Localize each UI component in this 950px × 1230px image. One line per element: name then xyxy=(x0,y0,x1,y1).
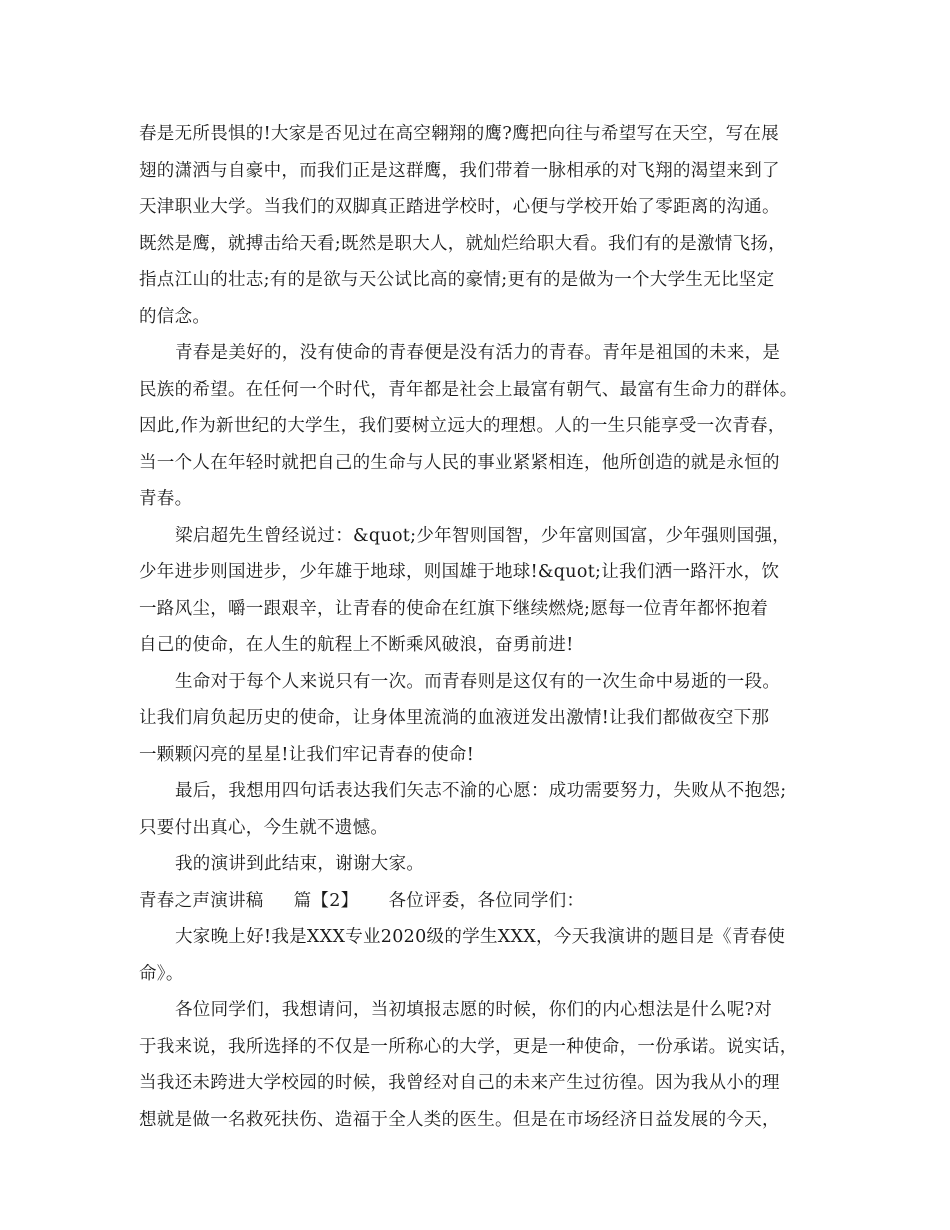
text-line: 的信念。 xyxy=(139,306,211,327)
text-line: 命》。 xyxy=(139,963,184,984)
text-line: 只要付出真心，今生就不遗憾。 xyxy=(139,817,389,838)
heading-greeting: 各位评委，各位同学们： xyxy=(388,890,585,911)
text-line: 青春。 xyxy=(139,489,193,509)
text-line: 天津职业大学。当我们的双脚真正踏进学校时，心便与学校开始了零距离的沟通。 xyxy=(139,197,780,217)
text-line: 春是无所畏惧的!大家是否见过在高空翱翔的鹰?鹰把向往与希望写在天空，写在展 xyxy=(139,124,780,144)
text-line: 各位同学们，我想请问，当初填报志愿的时候，你们的内心想法是什么呢?对 xyxy=(175,1000,773,1020)
text-line: 梁启超先生曾经说过：&quot;少年智则国智，少年富则国富，少年强则国强， xyxy=(175,525,791,546)
text-line: 让我们肩负起历史的使命，让身体里流淌的血液迸发出激情!让我们都做夜空下那 xyxy=(139,708,770,728)
text-line: 因此,作为新世纪的大学生，我们要树立远大的理想。人的一生只能享受一次青春， xyxy=(139,416,786,436)
heading-part: 篇【2】 xyxy=(293,890,359,911)
text-line: 既然是鹰，就搏击给天看;既然是职大人，就灿烂给职大看。我们有的是激情飞扬， xyxy=(139,233,786,254)
heading-title: 青春之声演讲稿 xyxy=(139,890,264,911)
text-line: 最后，我想用四句话表达我们矢志不渝的心愿：成功需要努力，失败从不抱怨; xyxy=(175,781,787,801)
text-line: 少年进步则国进步，少年雄于地球，则国雄于地球!&quot;让我们洒一路汗水，饮 xyxy=(139,562,780,582)
text-line: 一颗颗闪亮的星星!让我们牢记青春的使命! xyxy=(139,744,475,765)
text-line: 青春是美好的，没有使命的青春便是没有活力的青春。青年是祖国的未来，是 xyxy=(175,343,781,363)
text-line: 一路风尘，嚼一跟艰辛，让青春的使命在红旗下继续燃烧;愿每一位青年都怀抱着 xyxy=(139,598,769,619)
section-heading xyxy=(139,883,829,920)
text-line: 我的演讲到此结束，谢谢大家。 xyxy=(175,854,425,874)
text-line: 生命对于每个人来说只有一次。而青春则是这仅有的一次生命中易逝的一段。 xyxy=(175,671,781,692)
text-line: 于我来说，我所选择的不仅是一所称心的大学，更是一种使命，一份承诺。说实话， xyxy=(139,1036,798,1057)
text-line: 翅的潇洒与自豪中，而我们正是这群鹰，我们带着一脉相承的对飞翔的渴望来到了 xyxy=(139,160,780,181)
text-line: 想就是做一名救死扶伤、造福于全人类的医生。但是在市场经济日益发展的今天， xyxy=(139,1109,780,1130)
document-page xyxy=(139,116,829,1138)
text-line: 民族的希望。在任何一个时代，青年都是社会上最富有朝气、最富有生命力的群体。 xyxy=(139,379,798,400)
text-line: 自己的使命，在人生的航程上不断乘风破浪，奋勇前进! xyxy=(139,635,574,655)
text-line: 大家晚上好!我是XXX专业2020级的学生XXX，今天我演讲的题目是《青春使 xyxy=(175,927,786,947)
text-line: 当一个人在年轻时就把自己的生命与人民的事业紧紧相连，他所创造的就是永恒的 xyxy=(139,452,780,473)
text-line: 指点江山的壮志;有的是欲与天公试比高的豪情;更有的是做为一个大学生无比坚定 xyxy=(139,270,775,290)
text-line: 当我还未跨进大学校园的时候，我曾经对自己的未来产生过彷徨。因为我从小的理 xyxy=(139,1073,780,1093)
